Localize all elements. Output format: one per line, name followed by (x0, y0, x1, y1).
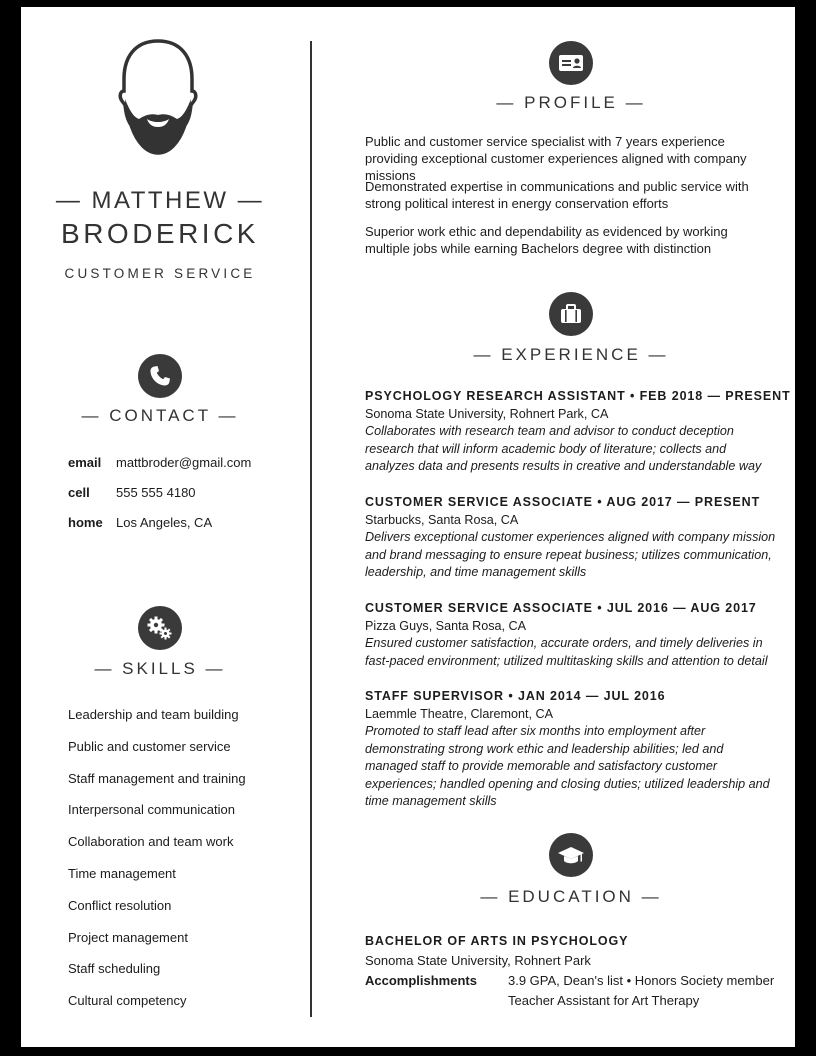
job-entry (365, 388, 791, 476)
contact-key: home (68, 515, 103, 530)
cell-value[interactable]: 555 555 4180 (116, 485, 196, 500)
job-description: Collaborates with research team and advisor to conduct deception research that will inform academic body of literature; collects and analyzes data and presents results in creative and understandable way (365, 424, 762, 473)
skill-item: Interpersonal communication (68, 802, 235, 818)
name-last: BRODERICK (61, 218, 259, 249)
job-entry (365, 494, 777, 582)
education-heading: — EDUCATION — (480, 887, 662, 906)
skill-item: Collaboration and team work (68, 834, 234, 850)
accomplishment-item: Teacher Assistant for Art Therapy (508, 993, 700, 1008)
job-description: Promoted to staff lead after six months into employment after demonstrating strong work ethic and leadership abilities; led and managed staff to provide memorable and satisfactory customer experiences; handled opening and closing duties; utilized leadership and time management skills (365, 724, 770, 808)
job-org: Laemmle Theatre, Claremont, CA (365, 706, 554, 721)
job-role: CUSTOMER SERVICE (64, 266, 256, 281)
job-title: CUSTOMER SERVICE ASSOCIATE • JUL 2016 — AUG 2017 (365, 601, 757, 615)
school: Sonoma State University, Rohnert Park (365, 953, 591, 968)
education-entry (365, 931, 777, 1011)
email-value[interactable]: mattbroder@gmail.com (116, 455, 252, 470)
contact-key: cell (68, 485, 90, 500)
graduation-cap-icon (549, 833, 593, 877)
job-org: Sonoma State University, Rohnert Park, CA (365, 406, 609, 421)
contact-row-home (68, 515, 251, 545)
skill-item: Cultural competency (68, 993, 187, 1009)
job-title: PSYCHOLOGY RESEARCH ASSISTANT • FEB 2018 — PRESENT (365, 389, 791, 403)
job-title: STAFF SUPERVISOR • JAN 2014 — JUL 2016 (365, 689, 666, 703)
contact-row-cell (68, 485, 251, 515)
job-org: Starbucks, Santa Rosa, CA (365, 512, 519, 527)
contact-list (68, 455, 251, 545)
profile-paragraph: Public and customer service specialist with 7 years experience providing exceptional customer experiences aligned with company missions (365, 134, 747, 183)
job-org: Pizza Guys, Santa Rosa, CA (365, 618, 526, 633)
id-card-icon (549, 41, 593, 85)
profile-paragraph: Demonstrated expertise in communications and public service with strong political interest in energy conservation efforts (365, 179, 749, 211)
job-description: Ensured customer satisfaction, accurate orders, and timely deliveries in fast-paced environment; utilized multitasking skills and attention to detail (365, 636, 768, 668)
skill-item: Staff management and training (68, 770, 246, 786)
accomplishments-label: Accomplishments (365, 973, 477, 988)
skill-item: Project management (68, 929, 188, 945)
job-entry (365, 688, 777, 811)
skills-heading: — SKILLS — (94, 659, 226, 678)
job-entry (365, 600, 777, 670)
job-description: Delivers exceptional customer experiences aligned with company mission and brand messaging to ensure repeat business; utilizes communication, leadership, and time management skills (365, 530, 776, 579)
phone-icon (138, 354, 182, 398)
profile-heading: — PROFILE — (496, 93, 646, 112)
skill-item: Staff scheduling (68, 961, 161, 977)
job-title: CUSTOMER SERVICE ASSOCIATE • AUG 2017 — PRESENT (365, 495, 761, 509)
resume-page (21, 7, 795, 1047)
column-divider (310, 41, 312, 1017)
briefcase-icon (549, 292, 593, 336)
accomplishments-row (365, 971, 777, 1011)
experience-heading: — EXPERIENCE — (473, 345, 669, 364)
skill-item: Leadership and team building (68, 707, 239, 722)
degree: BACHELOR OF ARTS IN PSYCHOLOGY (365, 934, 629, 948)
accomplishments-list (508, 971, 774, 1011)
name-first: — MATTHEW — (55, 187, 265, 214)
accomplishment-item: 3.9 GPA, Dean's list • Honors Society member (508, 973, 775, 988)
contact-key: email (68, 455, 102, 470)
skill-item: Public and customer service (68, 738, 231, 754)
profile-paragraph: Superior work ethic and dependability as evidenced by working multiple jobs while earning Bachelors degree with distinction (365, 224, 728, 256)
contact-row-email (68, 455, 251, 485)
home-value: Los Angeles, CA (116, 515, 213, 530)
skills-list (68, 707, 246, 1025)
skill-item: Time management (68, 865, 176, 881)
gears-icon (138, 606, 182, 650)
skill-item: Conflict resolution (68, 897, 172, 913)
bearded-man-avatar (117, 39, 199, 155)
contact-heading: — CONTACT — (81, 406, 239, 425)
